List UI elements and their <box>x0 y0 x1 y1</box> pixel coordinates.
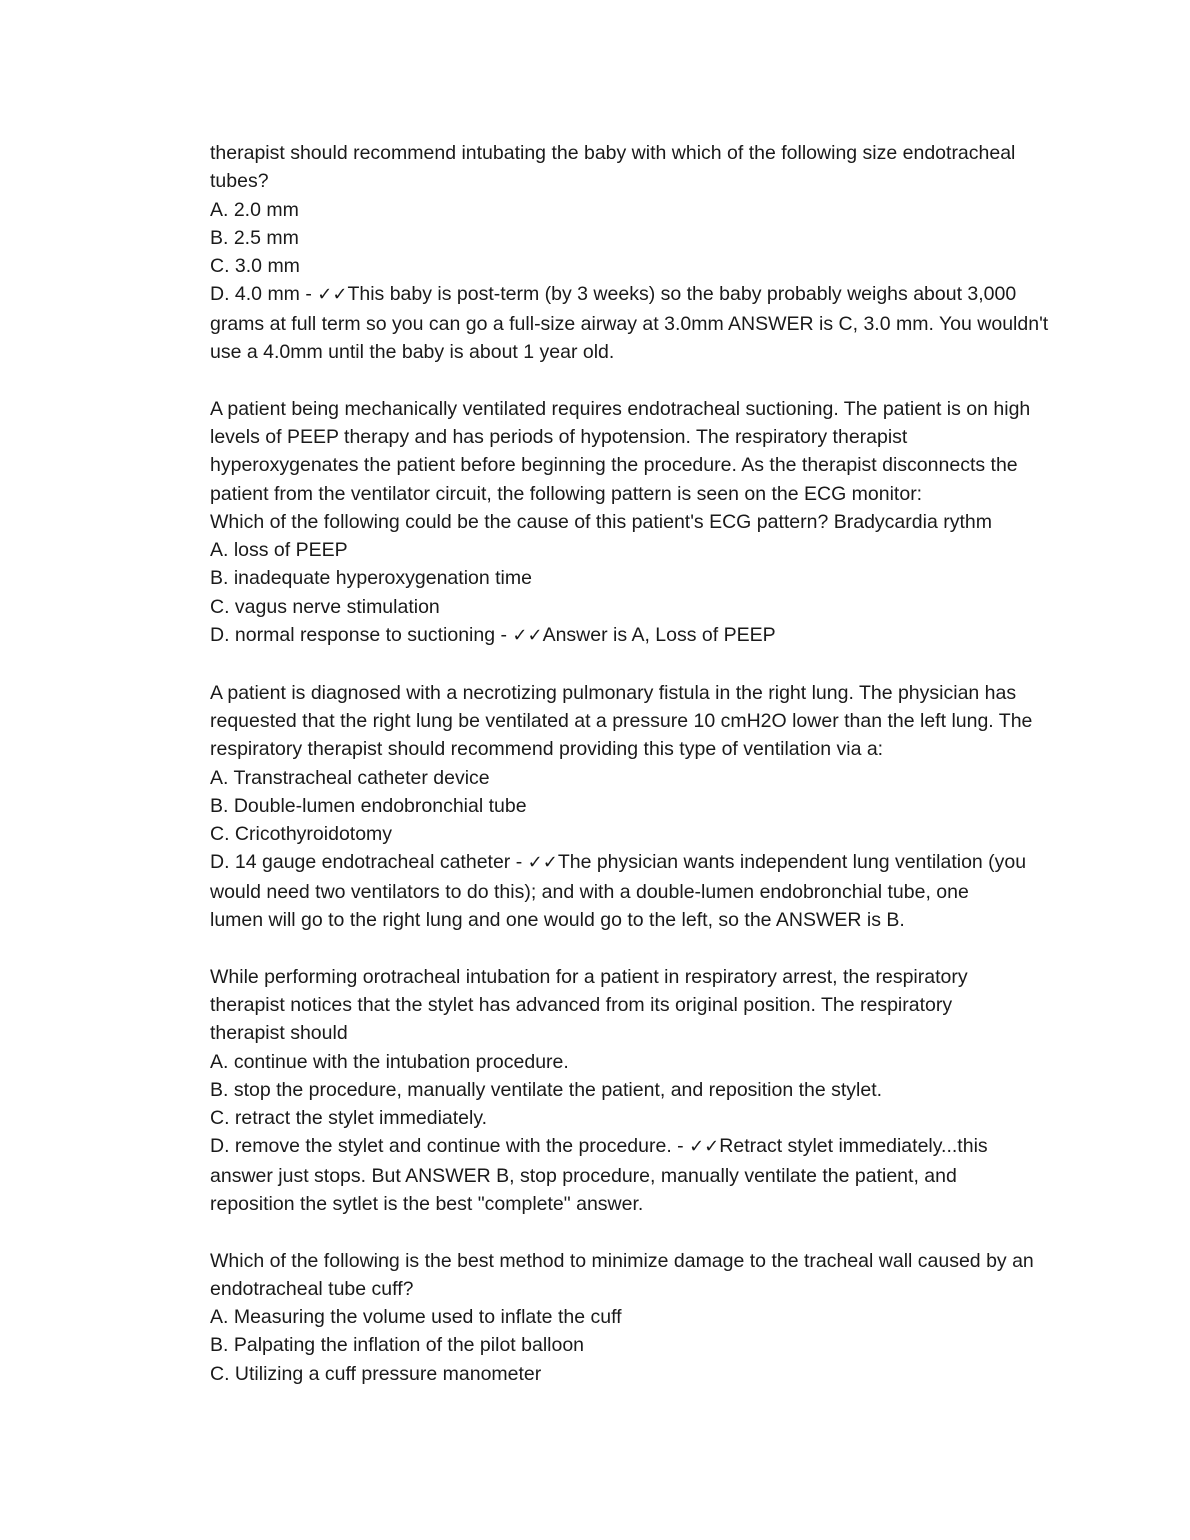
double-check-icon: ✓✓ <box>317 284 348 306</box>
question-stem-line: A patient is diagnosed with a necrotizing pulmonary fistula in the right lung. The physician has <box>210 681 1017 704</box>
answer-option-b: B. inadequate hyperoxygenation time <box>210 567 532 590</box>
question-stem-line: therapist should <box>210 1022 348 1045</box>
double-check-icon: ✓✓ <box>689 1136 720 1158</box>
answer-option-d: D. 4.0 mm - <box>210 283 318 306</box>
question-stem-line: patient from the ventilator circuit, the following pattern is seen on the ECG monitor: <box>210 482 923 505</box>
answer-option-b: B. stop the procedure, manually ventilate the patient, and reposition the stylet. <box>210 1078 883 1101</box>
explanation-line: answer just stops. But ANSWER B, stop procedure, manually ventilate the patient, and <box>210 1164 957 1187</box>
question-block-2 <box>210 395 1060 651</box>
answer-option-b: B. Double-lumen endobronchial tube <box>210 794 527 817</box>
question-stem-line: endotracheal tube cuff? <box>210 1277 414 1300</box>
question-stem-line: therapist should recommend intubating the baby with which of the following size endotracheal <box>210 142 1016 164</box>
explanation-line: Answer is A, Loss of PEEP <box>542 624 776 647</box>
explanation-line: The physician wants independent lung ventilation (you <box>557 851 1027 874</box>
question-stem-line: While performing orotracheal intubation for a patient in respiratory arrest, the respiratory <box>210 965 968 988</box>
answer-option-c: C. 3.0 mm <box>210 255 300 278</box>
answer-option-d: D. remove the stylet and continue with the procedure. - <box>210 1135 690 1158</box>
explanation-line: reposition the sytlet is the best "complete" answer. <box>210 1192 644 1215</box>
question-stem-line: requested that the right lung be ventilated at a pressure 10 cmH2O lower than the left lung. The <box>210 709 1033 732</box>
answer-option-d-with-explanation <box>210 848 1060 877</box>
explanation-line: grams at full term so you can go a full-size airway at 3.0mm ANSWER is C, 3.0 mm. You wouldn't <box>210 312 1049 335</box>
answer-option-b: B. 2.5 mm <box>210 226 299 249</box>
answer-option-a: A. Transtracheal catheter device <box>210 766 490 789</box>
answer-option-c: C. vagus nerve stimulation <box>210 595 440 618</box>
explanation-line: use a 4.0mm until the baby is about 1 year old. <box>210 341 615 364</box>
question-stem-line: levels of PEEP therapy and has periods of hypotension. The respiratory therapist <box>210 425 908 448</box>
question-block-3 <box>210 679 1060 935</box>
answer-option-d: D. normal response to suctioning - <box>210 624 513 647</box>
answer-option-c: C. Cricothyroidotomy <box>210 823 393 846</box>
answer-option-a: A. continue with the intubation procedure. <box>210 1050 569 1073</box>
question-stem-line: respiratory therapist should recommend providing this type of ventilation via a: <box>210 738 884 761</box>
answer-option-d-with-explanation <box>210 621 1060 650</box>
answer-option-b: B. Palpating the inflation of the pilot balloon <box>210 1334 585 1357</box>
double-check-icon: ✓✓ <box>512 625 543 647</box>
answer-option-a: A. loss of PEEP <box>210 539 348 562</box>
answer-option-c: C. retract the stylet immediately. <box>210 1107 488 1130</box>
explanation-line: Retract stylet immediately...this <box>719 1135 988 1158</box>
explanation-line: would need two ventilators to do this); and with a double-lumen endobronchial tube, one <box>210 880 969 903</box>
answer-option-a: A. 2.0 mm <box>210 198 299 221</box>
answer-option-d-with-explanation <box>210 1132 1060 1161</box>
question-stem-line: therapist notices that the stylet has advanced from its original position. The respiratory <box>210 993 953 1016</box>
double-check-icon: ✓✓ <box>527 852 558 874</box>
document-page <box>210 139 1060 1416</box>
question-stem-line: Which of the following could be the cause of this patient's ECG pattern? Bradycardia rythm <box>210 510 992 533</box>
answer-option-d-with-explanation <box>210 280 1060 309</box>
explanation-line: lumen will go to the right lung and one would go to the left, so the ANSWER is B. <box>210 909 905 932</box>
explanation-line: This baby is post-term (by 3 weeks) so the baby probably weighs about 3,000 <box>347 283 1017 306</box>
question-block-4 <box>210 963 1060 1219</box>
question-stem-line: Which of the following is the best method to minimize damage to the tracheal wall caused by an <box>210 1249 1034 1272</box>
question-block-1 <box>210 139 1060 366</box>
question-stem-line: tubes? <box>210 170 269 193</box>
answer-option-d: D. 14 gauge endotracheal catheter - <box>210 851 528 874</box>
question-stem-line: hyperoxygenates the patient before beginning the procedure. As the therapist disconnects the <box>210 454 1018 477</box>
answer-option-a: A. Measuring the volume used to inflate the cuff <box>210 1306 622 1329</box>
question-block-5 <box>210 1247 1060 1388</box>
question-stem-line: A patient being mechanically ventilated requires endotracheal suctioning. The patient is on high <box>210 397 1031 420</box>
answer-option-c: C. Utilizing a cuff pressure manometer <box>210 1362 542 1385</box>
